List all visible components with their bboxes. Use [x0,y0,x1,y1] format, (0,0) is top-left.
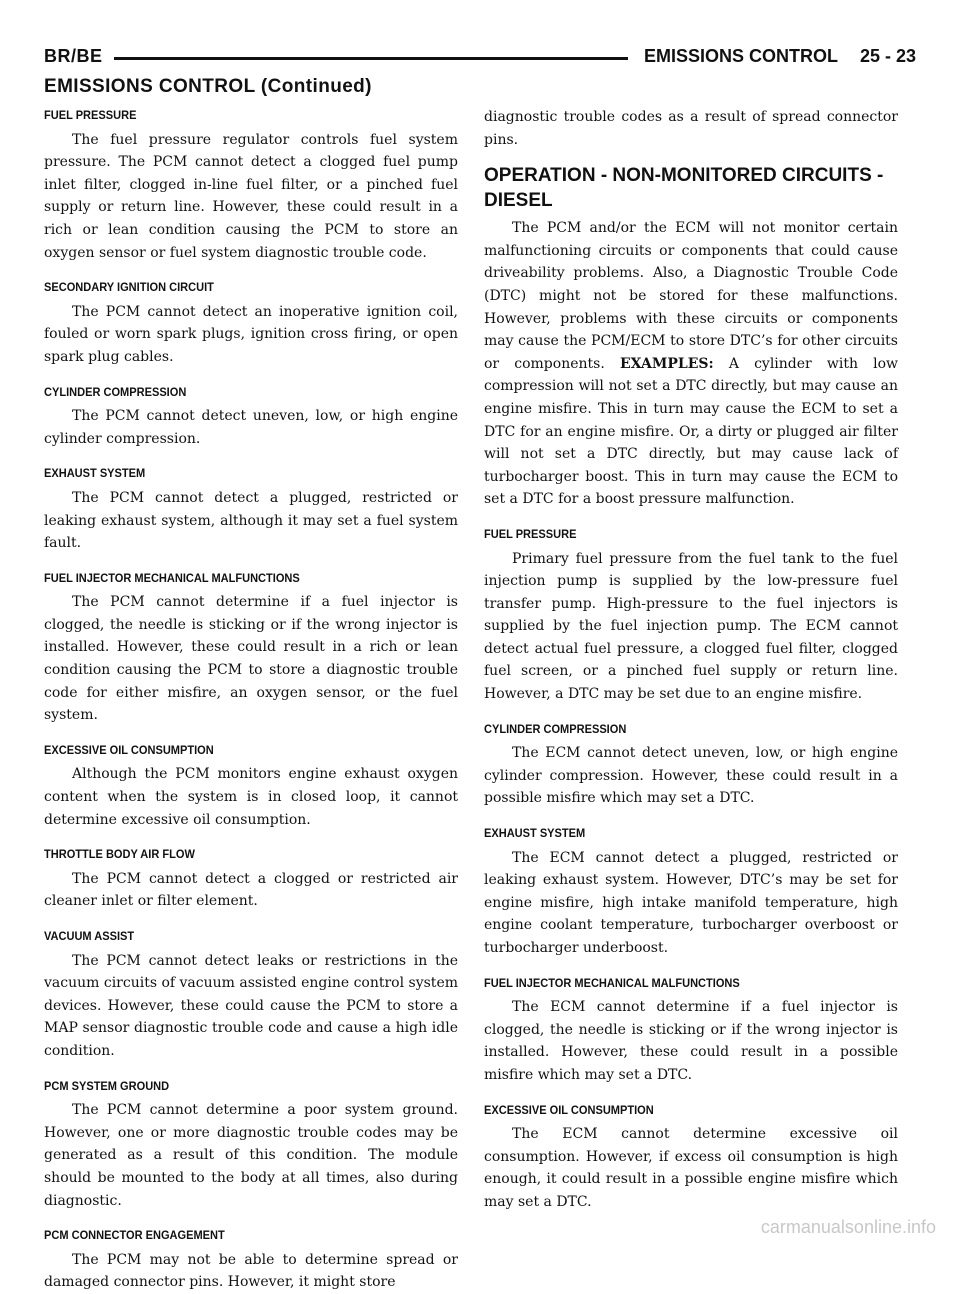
section-body: The ECM cannot determine excessive oil consumption. However, if excess oil consumption is high enough, it could result in a possible engine misfire which may set a DTC. [484,1126,898,1210]
section-body: The PCM cannot detect leaks or restrictions in the vacuum circuits of vacuum assisted engine control system devices. However, these could cause the PCM to store a MAP sensor diagnostic trouble code and cause a high idle condition. [44,952,458,1059]
section-body: The PCM cannot determine if a fuel injector is clogged, the needle is sticking or if the wrong injector is installed. However, these could result in a rich or lean condition causing the PCM to store a diagnostic trouble code for either misfire, an oxygen sensor, or the fuel system. [44,594,458,724]
section-body: The fuel pressure regulator controls fuel system pressure. The PCM cannot detect a clogged fuel pump inlet filter, clogged in-line fuel filter, or a pinched fuel supply or return line. However, these could result in a rich or lean condition causing the PCM to store an oxygen sensor or fuel system diagnostic trouble code. [44,131,458,261]
model-code: BR/BE [44,46,103,66]
section-body: The PCM cannot detect an inoperative ignition coil, fouled or worn spark plugs, ignition cross firing, or open spark plug cables. [44,303,458,365]
section-body: The PCM may not be able to determine spread or damaged connector pins. However, it might store [44,1251,458,1291]
section-heading: CYLINDER COMPRESSION [484,721,627,736]
section-body: The PCM cannot determine a poor system ground. However, one or more diagnostic trouble codes may be generated as a result of this condition. The module should be mounted to the body at all times, also during diagnostic. [44,1102,458,1209]
left-column [44,104,458,1294]
section-heading: EXHAUST SYSTEM [44,466,146,481]
section-body: The ECM cannot detect a plugged, restricted or leaking exhaust system. However, DTC’s may be set for engine misfire, high intake manifold temperature, high engine coolant temperature, turbocharger overboost or turbocharger underboost. [484,849,898,956]
section-heading: EXCESSIVE OIL CONSUMPTION [44,742,214,757]
watermark: carmanualsonline.info [760,1217,936,1237]
section-heading: SECONDARY IGNITION CIRCUIT [44,280,214,295]
right-column [484,106,898,1214]
section-heading: THROTTLE BODY AIR FLOW [44,847,195,862]
section-body: The PCM cannot detect a clogged or restricted air cleaner inlet or filter element. [44,870,458,910]
section-heading: FUEL PRESSURE [44,108,137,122]
section-heading: FUEL PRESSURE [484,526,577,541]
continuation-text: diagnostic trouble codes as a result of spread connector pins. [484,109,898,148]
header-rule [114,57,628,60]
page-header [44,46,916,72]
section-body: Although the PCM monitors engine exhaust oxygen content when the system is in closed loop, it cannot determine excessive oil consumption. [44,766,458,828]
intro-text-2: A cylinder with low compression will not set a DTC directly, but may cause an engine misfire. This in turn may cause the ECM to set a DTC for an engine misfire. Or, a dirty or plugged air filter will not set a DTC directly, but may cause lack of turbocharger boost. This in turn may cause the ECM to set a DTC for a boost pressure malfunction. [484,355,899,508]
continued-title: EMISSIONS CONTROL (Continued) [44,76,372,97]
section-body: The PCM cannot detect a plugged, restricted or leaking exhaust system, although it may set a fuel system fault. [44,489,458,552]
page-number: 25 - 23 [859,46,916,66]
section-body: Primary fuel pressure from the fuel tank to the fuel injection pump is supplied by the low-pressure fuel transfer pump. High-pressure to the fuel injectors is supplied by the fuel injection pump. The ECM cannot detect actual fuel pressure, a clogged fuel filter, clogged fuel screen, or a pinched fuel supply or return line. However, a DTC may be set due to an engine misfire. [484,550,898,703]
section-heading: EXCESSIVE OIL CONSUMPTION [484,1102,654,1117]
section-heading: PCM CONNECTOR ENGAGEMENT [44,1228,225,1243]
section-heading: FUEL INJECTOR MECHANICAL MALFUNCTIONS [44,570,300,585]
section-body: The PCM cannot detect uneven, low, or high engine cylinder compression. [44,408,458,447]
section-heading: CYLINDER COMPRESSION [44,384,187,399]
section-body: The ECM cannot detect uneven, low, or high engine cylinder compression. However, these could result in a possible misfire which may set a DTC. [484,745,898,807]
intro-text-1: The PCM and/or the ECM will not monitor certain malfunctioning circuits or components that could cause driveability problems. Also, a Diagnostic Trouble Code (DTC) might not be stored for these malfunctions. However, problems with these circuits or components may cause the PCM/ECM to store DTC’s for other circuits or components. [484,220,898,372]
major-heading: OPERATION - NON-MONITORED CIRCUITS - DIESEL [484,165,884,212]
section-body: The ECM cannot determine if a fuel injector is clogged, the needle is sticking or if the wrong injector is installed. However, these could result in a possible misfire which may set a DTC. [484,999,898,1083]
section-heading: FUEL INJECTOR MECHANICAL MALFUNCTIONS [484,975,740,990]
examples-label: EXAMPLES: [619,355,714,372]
section-heading: EXHAUST SYSTEM [484,826,586,841]
intro-paragraph [484,217,898,511]
section-title: EMISSIONS CONTROL [643,46,838,66]
header-right [622,46,916,67]
section-heading: VACUUM ASSIST [44,929,135,943]
section-heading: PCM SYSTEM GROUND [44,1078,170,1093]
